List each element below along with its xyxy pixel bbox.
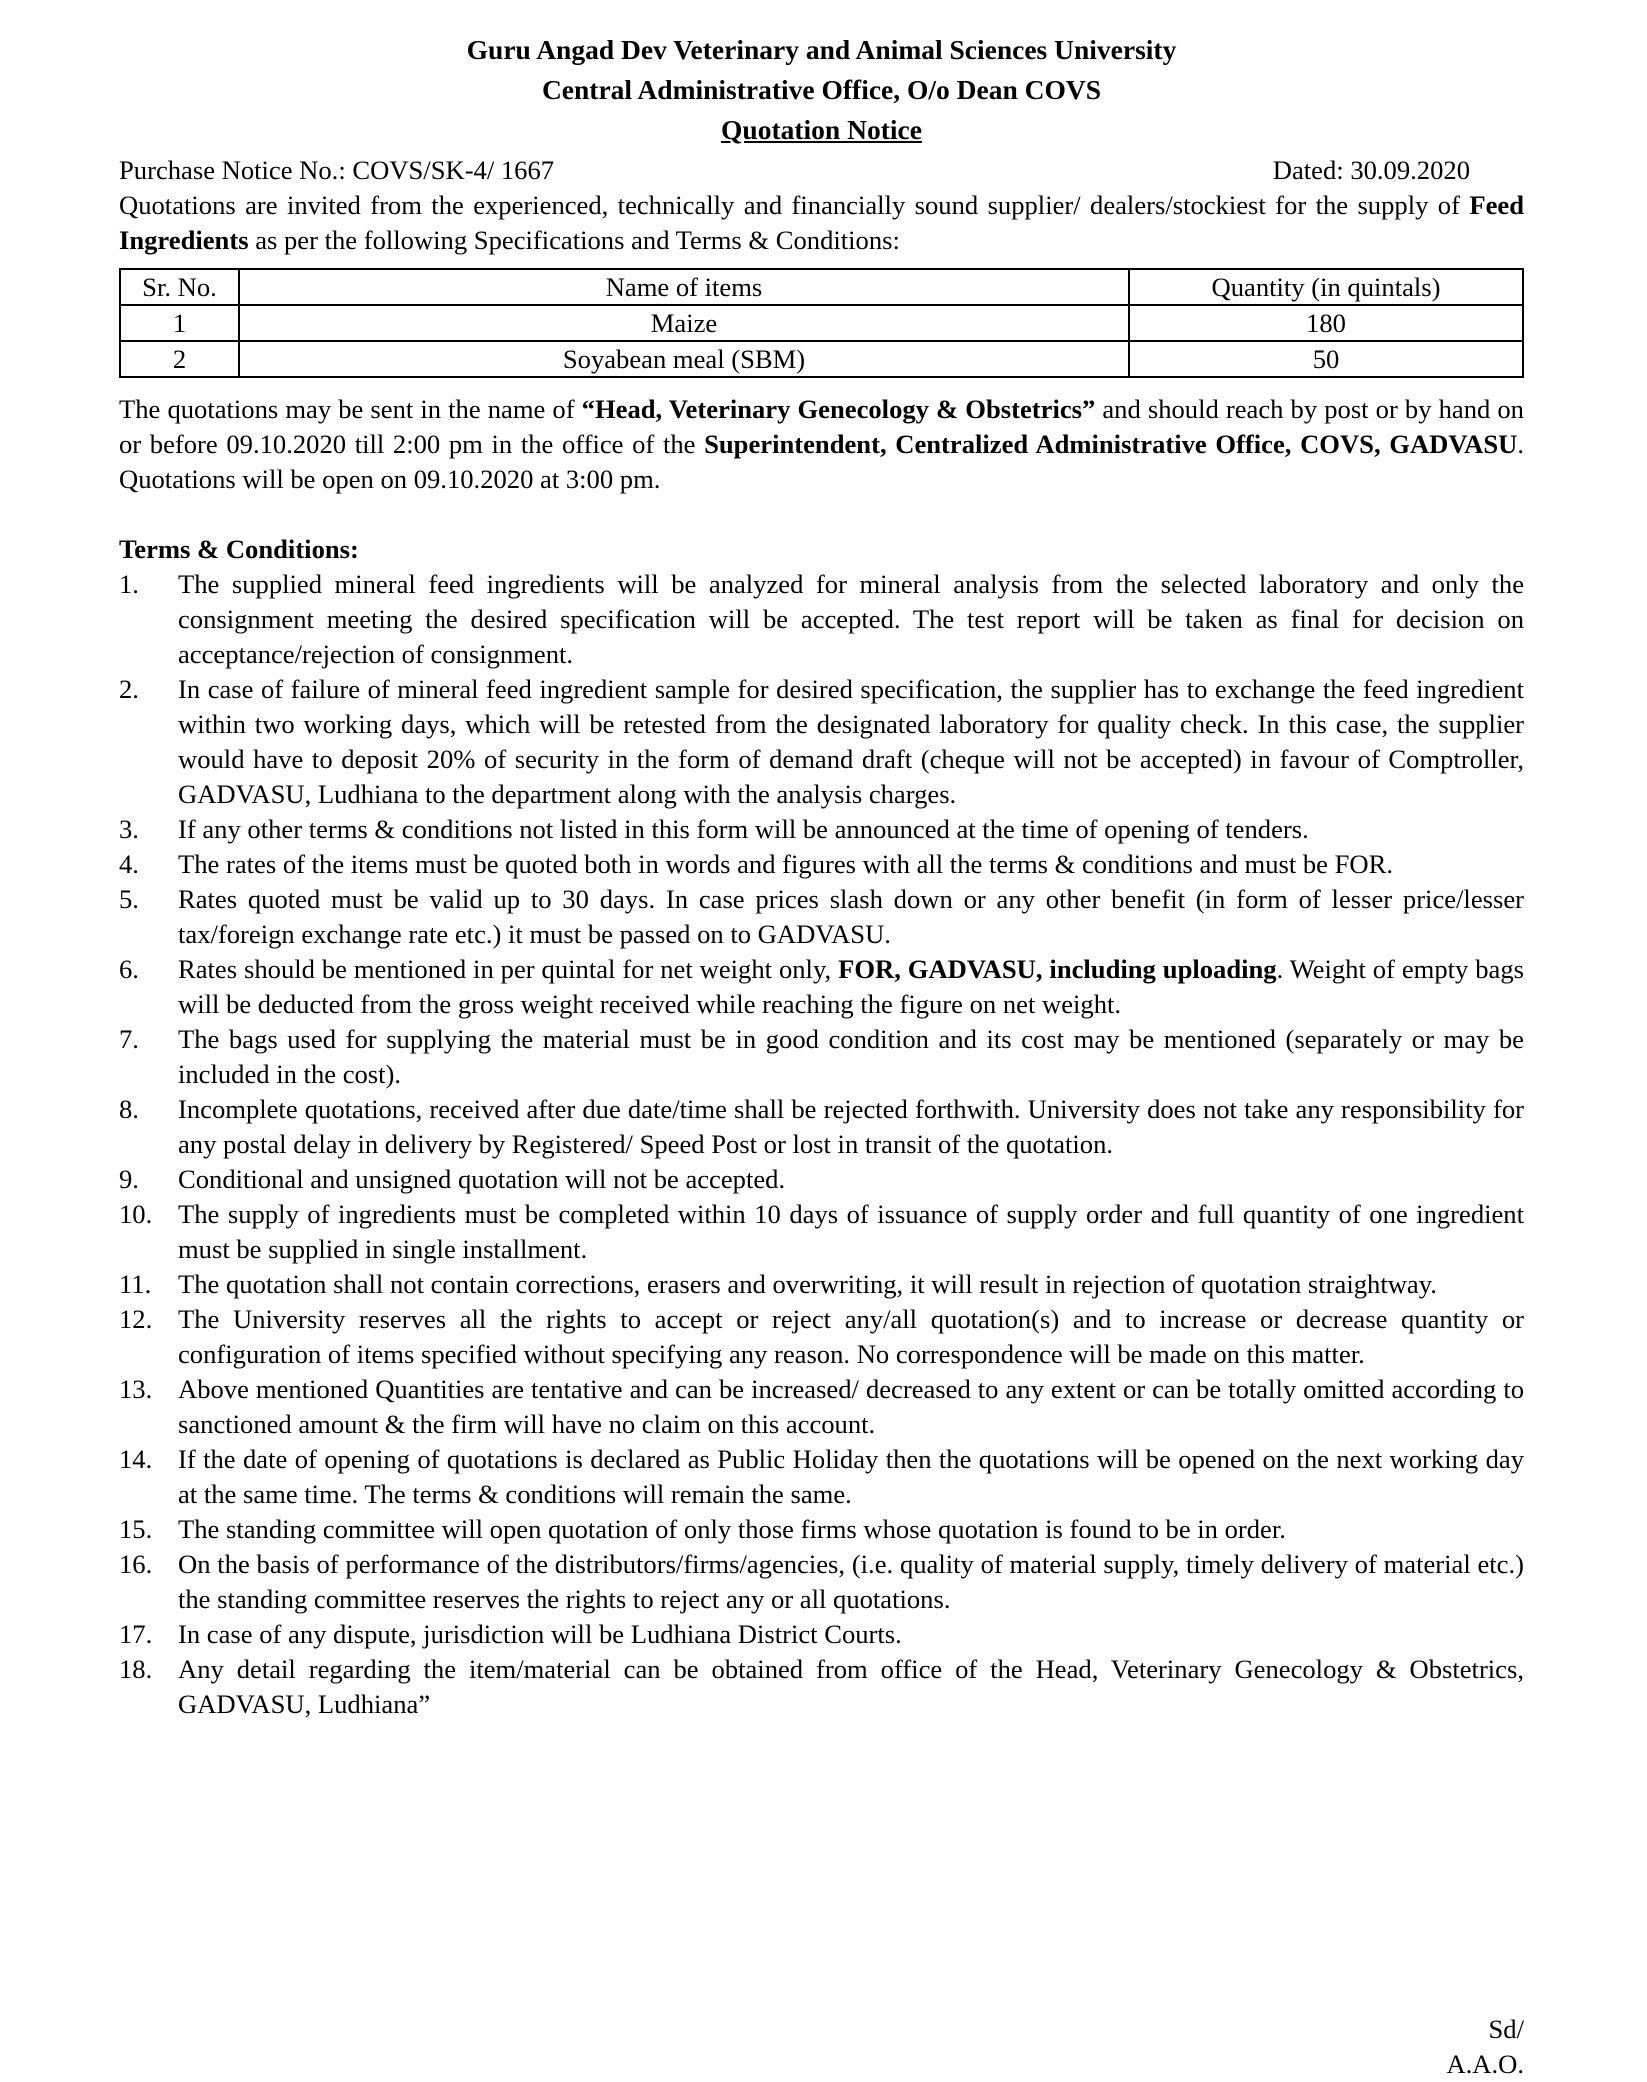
term-text: [178, 847, 1524, 882]
term-text: [178, 812, 1524, 847]
term-text-part: The quotation shall not contain corrections, erasers and overwriting, it will result in rejection of quotation straightway.: [178, 1269, 1437, 1299]
term-text-part: The standing committee will open quotation of only those firms whose quotation is found to be in order.: [178, 1514, 1286, 1544]
submission-text-3: . Quotations will be open on 09.10.2020 at 3:00 pm.: [119, 429, 1524, 494]
items-table-body: [120, 269, 1523, 377]
submission-bold-2: Superintendent, Centralized Administrative Office, COVS, GADVASU: [704, 429, 1518, 459]
term-number: 9.: [119, 1164, 139, 1194]
term-number: 7.: [119, 1024, 139, 1054]
term-number: 12.: [119, 1304, 153, 1334]
list-item: [119, 1442, 1524, 1512]
term-text-part: Incomplete quotations, received after due date/time shall be rejected forthwith. University does not take any responsibility for any postal delay in delivery by Registered/ Speed Post or lost in transit of the quotation.: [178, 1094, 1524, 1159]
list-item: [119, 1302, 1524, 1372]
list-item: [119, 1617, 1524, 1652]
term-text-part: The supplied mineral feed ingredients will be analyzed for mineral analysis from the selected laboratory and only the consignment meeting the desired specification will be accepted. The test report will be taken as final for decision on acceptance/rejection of consignment.: [178, 569, 1524, 669]
term-number: 17.: [119, 1619, 153, 1649]
table-cell: 180: [1129, 305, 1523, 341]
term-text: [178, 1617, 1524, 1652]
list-item: [119, 812, 1524, 847]
term-text-part: The supply of ingredients must be completed within 10 days of issuance of supply order and full quantity of one ingredient must be supplied in single installment.: [178, 1199, 1524, 1264]
document-page: [119, 30, 1524, 2079]
table-cell: 1: [120, 305, 239, 341]
term-text: [178, 672, 1524, 812]
table-row: [120, 341, 1523, 377]
term-number: 8.: [119, 1094, 139, 1124]
list-item: [119, 672, 1524, 812]
list-item: [119, 1022, 1524, 1092]
term-number: 4.: [119, 849, 139, 879]
submission-text-1: The quotations may be sent in the name of: [119, 394, 582, 424]
term-number: 16.: [119, 1549, 153, 1579]
term-number: 13.: [119, 1374, 153, 1404]
term-text-part: The rates of the items must be quoted both in words and figures with all the terms & conditions and must be FOR.: [178, 849, 1394, 879]
term-text-part: If the date of opening of quotations is declared as Public Holiday then the quotations will be opened on the next working day at the same time. The terms & conditions will remain the same.: [178, 1444, 1524, 1509]
list-item: [119, 1267, 1524, 1302]
table-row: [120, 305, 1523, 341]
term-text: [178, 1652, 1524, 1722]
notice-title: [119, 110, 1524, 150]
table-header-cell: Sr. No.: [120, 269, 239, 305]
term-text: [178, 1197, 1524, 1267]
list-item: [119, 1162, 1524, 1197]
table-header-cell: Name of items: [239, 269, 1129, 305]
term-text-part: Rates should be mentioned in per quintal for net weight only,: [178, 954, 839, 984]
term-number: 11.: [119, 1269, 152, 1299]
list-item: [119, 1512, 1524, 1547]
term-number: 6.: [119, 954, 139, 984]
list-item: [119, 847, 1524, 882]
term-text: [178, 952, 1524, 1022]
term-number: 1.: [119, 569, 139, 599]
term-text: [178, 1372, 1524, 1442]
term-number: 18.: [119, 1654, 153, 1684]
term-text-part: Rates quoted must be valid up to 30 days. In case prices slash down or any other benefit (in form of lesser price/lesser tax/foreign exchange rate etc.) it must be passed on to GADVASU.: [178, 884, 1524, 949]
list-item: [119, 882, 1524, 952]
list-item: [119, 952, 1524, 1022]
term-text: [178, 1022, 1524, 1092]
term-text-bold: FOR, GADVASU, including uploading: [838, 954, 1277, 984]
term-number: 3.: [119, 814, 139, 844]
term-number: 10.: [119, 1199, 153, 1229]
intro-bold: Feed Ingredients: [119, 190, 1524, 255]
term-text: [178, 1547, 1524, 1617]
items-table: [119, 268, 1524, 378]
term-text: [178, 1162, 1524, 1197]
signature-block: [1446, 2012, 1524, 2082]
table-header-cell: Quantity (in quintals): [1129, 269, 1523, 305]
term-text: [178, 1512, 1524, 1547]
term-number: 5.: [119, 884, 139, 914]
notice-title-text: Quotation Notice: [721, 114, 922, 145]
term-text: [178, 1302, 1524, 1372]
term-text: [178, 882, 1524, 952]
term-text-part: . Weight of empty bags will be deducted from the gross weight received while reaching the figure on net weight.: [178, 954, 1524, 1019]
list-item: [119, 1197, 1524, 1267]
term-text-part: On the basis of performance of the distributors/firms/agencies, (i.e. quality of material supply, timely delivery of material etc.) the standing committee reserves the rights to reject any or all quotations.: [178, 1549, 1524, 1614]
term-text-part: Above mentioned Quantities are tentative and can be increased/ decreased to any extent or can be totally omitted according to sanctioned amount & the firm will have no claim on this account.: [178, 1374, 1524, 1439]
term-number: 15.: [119, 1514, 153, 1544]
term-text: [178, 1092, 1524, 1162]
term-text: [178, 1267, 1524, 1302]
notice-date: Dated: 30.09.2020: [1272, 155, 1470, 185]
office-name: Central Administrative Office, O/o Dean COVS: [541, 74, 1102, 105]
list-item: [119, 1652, 1524, 1722]
university-name: Guru Angad Dev Veterinary and Animal Sciences University: [466, 34, 1177, 65]
submission-paragraph: [119, 392, 1524, 497]
notice-meta: [119, 153, 1524, 188]
submission-bold-1: “Head, Veterinary Genecology & Obstetrics”: [581, 394, 1096, 424]
term-number: 2.: [119, 674, 139, 704]
term-text-part: In case of any dispute, jurisdiction will be Ludhiana District Courts.: [178, 1619, 902, 1649]
term-text-part: Any detail regarding the item/material can be obtained from office of the Head, Veterinary Genecology & Obstetrics, GADVASU, Ludhiana”: [178, 1654, 1524, 1719]
list-item: [119, 1547, 1524, 1617]
term-text-part: The University reserves all the rights to accept or reject any/all quotation(s) and to increase or decrease quantity or configuration of items specified without specifying any reason. No correspondence will be made on this matter.: [178, 1304, 1524, 1369]
term-text-part: If any other terms & conditions not listed in this form will be announced at the time of opening of tenders.: [178, 814, 1309, 844]
term-text-part: The bags used for supplying the material must be in good condition and its cost may be mentioned (separately or may be included in the cost).: [178, 1024, 1524, 1089]
signature-sd: Sd/: [1488, 2014, 1524, 2044]
term-text-part: Conditional and unsigned quotation will not be accepted.: [178, 1164, 786, 1194]
term-text: [178, 567, 1524, 672]
list-item: [119, 1092, 1524, 1162]
terms-list: [119, 567, 1524, 1722]
list-item: [119, 567, 1524, 672]
intro-text-1: Quotations are invited from the experienced, technically and financially sound supplier/ dealers/stockiest for the supply of: [119, 190, 1470, 220]
term-text-part: In case of failure of mineral feed ingredient sample for desired specification, the supplier has to exchange the feed ingredient within two working days, which will be retested from the designated laboratory for quality check. In this case, the supplier would have to deposit 20% of security in the form of demand draft (cheque will not be accepted) in favour of Comptroller, GADVASU, Ludhiana to the department along with the analysis charges.: [178, 674, 1524, 809]
table-cell: Maize: [239, 305, 1129, 341]
terms-heading: Terms & Conditions:: [119, 534, 359, 564]
table-cell: Soyabean meal (SBM): [239, 341, 1129, 377]
purchase-notice-number: Purchase Notice No.: COVS/SK-4/ 1667: [119, 155, 555, 185]
intro-paragraph: [119, 188, 1524, 258]
table-cell: 2: [120, 341, 239, 377]
signature-designation: A.A.O.: [1446, 2049, 1524, 2079]
term-text: [178, 1442, 1524, 1512]
table-cell: 50: [1129, 341, 1523, 377]
intro-text-2: as per the following Specifications and Terms & Conditions:: [248, 225, 900, 255]
list-item: [119, 1372, 1524, 1442]
table-header-row: [120, 269, 1523, 305]
term-number: 14.: [119, 1444, 153, 1474]
submission-text-2: and should reach by post or by hand on or before 09.10.2020 till 2:00 pm in the office of the: [119, 394, 1524, 459]
